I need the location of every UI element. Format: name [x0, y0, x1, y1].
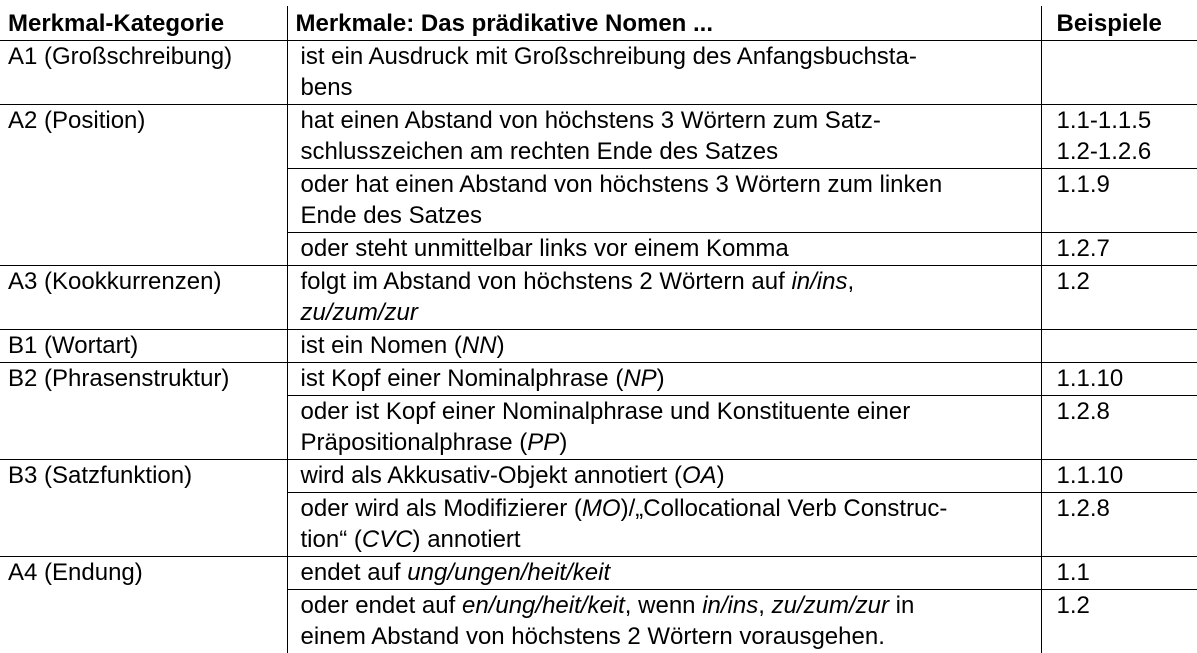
feature-text: oder endet auf: [301, 592, 462, 619]
feature-separator: /: [489, 592, 496, 619]
feature-text: ,: [847, 268, 854, 295]
table-row: [0, 233, 1197, 266]
feature-text: wird als Akkusativ-Objekt annotiert (: [301, 462, 682, 489]
feature-term: heit: [527, 559, 566, 586]
feature-term: en: [462, 592, 489, 619]
feature-term: zu: [301, 299, 326, 326]
feature-term: zum: [804, 592, 849, 619]
feature-text: Ende des Satzes: [301, 202, 482, 229]
table-row: [0, 557, 1197, 590]
examples-cell: [1041, 105, 1197, 169]
table-row: [0, 330, 1197, 363]
feature-separator: /: [447, 559, 454, 586]
feature-term: zum: [333, 299, 378, 326]
table-row: [0, 590, 1197, 653]
feature-term: in: [791, 268, 810, 295]
header-features: Merkmale: Das prädikative Nomen ...: [287, 6, 1041, 41]
feature-cell: [287, 41, 1041, 105]
category-cell: [0, 233, 287, 266]
table-row: [0, 396, 1197, 460]
feature-cell: [287, 460, 1041, 493]
category-cell: A1 (Großschreibung): [0, 41, 287, 105]
feature-cell: [287, 363, 1041, 396]
feature-text: tion“ (: [301, 526, 362, 553]
feature-text: oder hat einen Abstand von höchstens 3 Wörtern zum linken: [301, 171, 943, 198]
feature-cell: [287, 169, 1041, 233]
feature-separator: /: [810, 268, 817, 295]
feature-separator: /: [535, 592, 542, 619]
feature-term: keit: [587, 592, 624, 619]
examples-cell: [1041, 330, 1197, 363]
category-cell: A3 (Kookkurrenzen): [0, 266, 287, 330]
table-row: [0, 266, 1197, 330]
feature-separator: /: [721, 592, 728, 619]
feature-text: bens: [301, 74, 353, 101]
examples-cell: 1.1.10: [1041, 363, 1197, 396]
table-row: [0, 493, 1197, 557]
feature-text: )/„Collocational Verb Construc-: [621, 495, 948, 522]
feature-separator: /: [581, 592, 588, 619]
category-cell: B3 (Satzfunktion): [0, 460, 287, 493]
feature-text: ): [497, 332, 505, 359]
feature-text: ): [717, 462, 725, 489]
category-cell: B1 (Wortart): [0, 330, 287, 363]
feature-term: PP: [527, 429, 559, 456]
table-row: [0, 41, 1197, 105]
feature-text: in: [889, 592, 914, 619]
header-examples: Beispiele: [1041, 6, 1197, 41]
feature-text: hat einen Abstand von höchstens 3 Wörtern zum Satz-: [301, 107, 881, 134]
examples-cell: 1.2: [1041, 590, 1197, 653]
feature-separator: /: [378, 299, 385, 326]
examples-cell: [1041, 41, 1197, 105]
feature-text: oder wird als Modifizierer (: [301, 495, 582, 522]
feature-text: Präpositionalphrase (: [301, 429, 528, 456]
feature-text: ): [559, 429, 567, 456]
feature-term: keit: [573, 559, 610, 586]
feature-term: ung: [495, 592, 535, 619]
table-row: [0, 105, 1197, 169]
feature-term: ins: [728, 592, 759, 619]
feature-text: oder ist Kopf einer Nominalphrase und Konstituente einer: [301, 398, 911, 425]
feature-term: ung: [407, 559, 447, 586]
feature-term: ungen: [454, 559, 521, 586]
feature-text: ): [657, 365, 665, 392]
examples-cell: 1.1: [1041, 557, 1197, 590]
feature-text: einem Abstand von höchstens 2 Wörtern vorausgehen.: [301, 623, 885, 650]
category-cell: [0, 493, 287, 557]
feature-separator: /: [797, 592, 804, 619]
examples-cell: 1.2: [1041, 266, 1197, 330]
feature-cell: [287, 493, 1041, 557]
feature-term: ins: [817, 268, 848, 295]
table-row: [0, 169, 1197, 233]
feature-term: OA: [682, 462, 717, 489]
feature-separator: /: [521, 559, 528, 586]
header-category: Merkmal-Kategorie: [0, 6, 287, 41]
feature-text: ist ein Nomen (: [301, 332, 462, 359]
feature-term: MO: [582, 495, 621, 522]
feature-cell: [287, 557, 1041, 590]
table-row: [0, 363, 1197, 396]
feature-cell: [287, 105, 1041, 169]
header-row: [0, 6, 1197, 41]
feature-term: zu: [772, 592, 797, 619]
examples-cell: 1.2.8: [1041, 396, 1197, 460]
examples-cell: 1.2.8: [1041, 493, 1197, 557]
feature-term: NN: [462, 332, 497, 359]
category-cell: A2 (Position): [0, 105, 287, 169]
feature-term: zur: [385, 299, 418, 326]
feature-term: NP: [623, 365, 656, 392]
feature-cell: [287, 266, 1041, 330]
category-cell: [0, 396, 287, 460]
feature-cell: oder steht unmittelbar links vor einem Komma: [287, 233, 1041, 266]
examples-cell: 1.1.9: [1041, 169, 1197, 233]
feature-text: schlusszeichen am rechten Ende des Satzes: [301, 138, 779, 165]
feature-separator: /: [566, 559, 573, 586]
table-row: [0, 460, 1197, 493]
feature-separator: /: [326, 299, 333, 326]
feature-text: , wenn: [625, 592, 702, 619]
feature-text: ist Kopf einer Nominalphrase (: [301, 365, 624, 392]
category-cell: [0, 169, 287, 233]
feature-separator: /: [849, 592, 856, 619]
feature-cell: [287, 590, 1041, 653]
feature-table: [0, 6, 1197, 653]
category-cell: A4 (Endung): [0, 557, 287, 590]
feature-cell: [287, 330, 1041, 363]
examples-cell: 1.1.10: [1041, 460, 1197, 493]
examples-cell: 1.2.7: [1041, 233, 1197, 266]
feature-text: ) annotiert: [413, 526, 521, 553]
category-cell: B2 (Phrasenstruktur): [0, 363, 287, 396]
example-ref: 1.2-1.2.6: [1057, 138, 1152, 165]
category-cell: [0, 590, 287, 653]
feature-term: CVC: [362, 526, 413, 553]
feature-text: ist ein Ausdruck mit Großschreibung des Anfangsbuchsta-: [301, 43, 917, 70]
feature-term: zur: [856, 592, 889, 619]
feature-term: heit: [542, 592, 581, 619]
example-ref: 1.1-1.1.5: [1057, 107, 1152, 134]
feature-text: endet auf: [301, 559, 408, 586]
feature-cell: [287, 396, 1041, 460]
feature-term: in: [702, 592, 721, 619]
feature-text: ,: [758, 592, 771, 619]
feature-text: folgt im Abstand von höchstens 2 Wörtern auf: [301, 268, 792, 295]
